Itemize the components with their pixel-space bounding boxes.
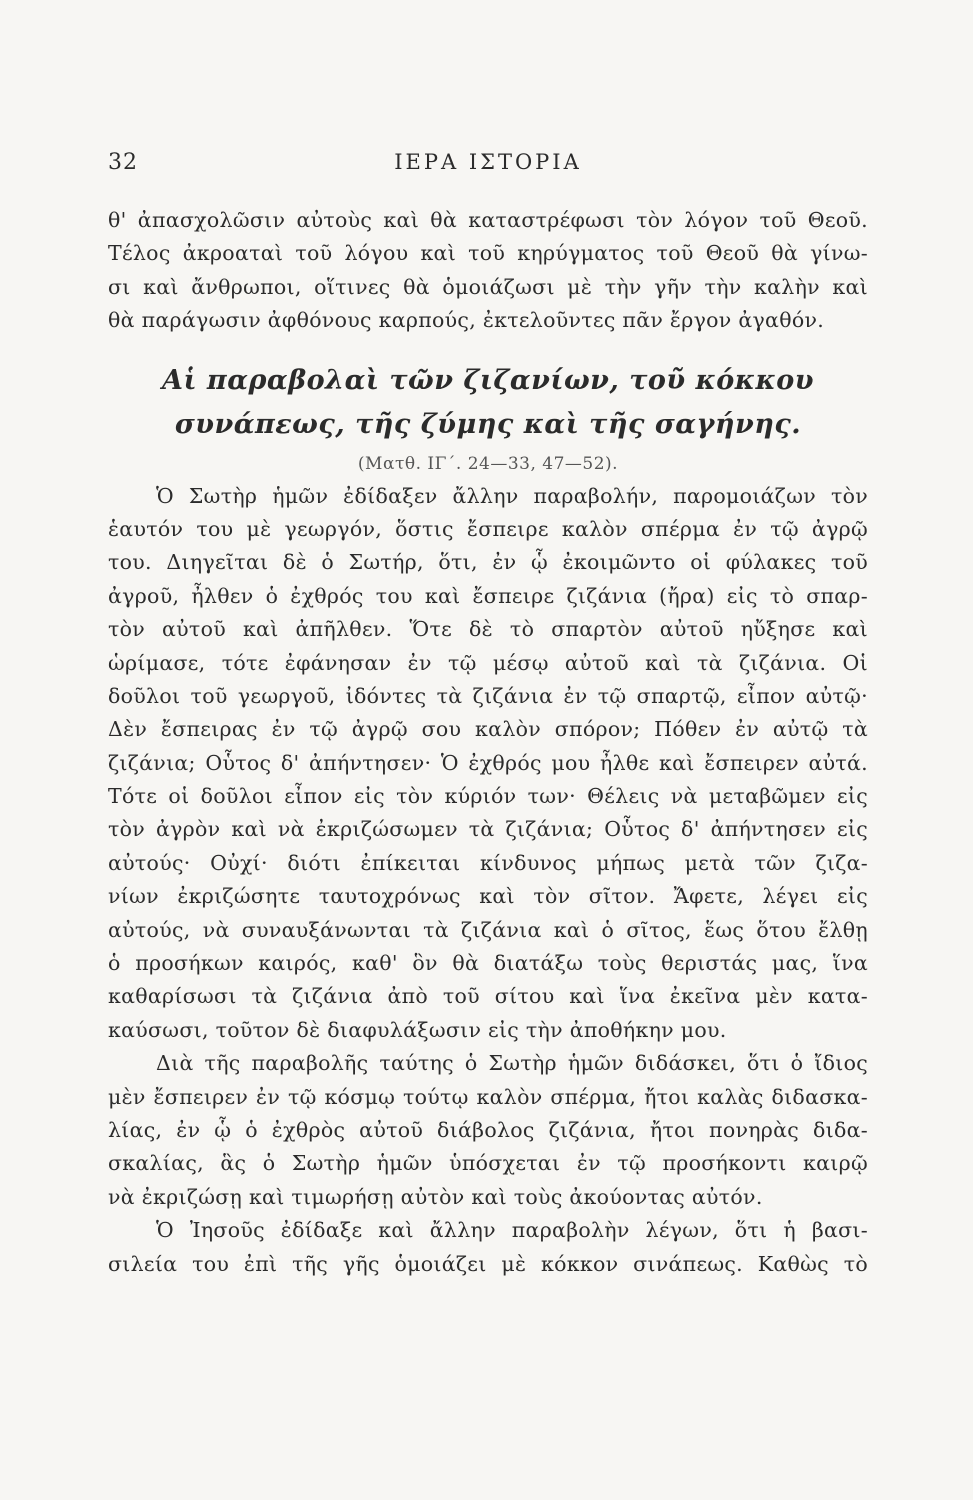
text-line: ἑαυτόν του μὲ γεωργόν, ὅστις ἔσπειρε καλὸν σπέρμα ἐν τῷ ἀγρῷ	[108, 516, 868, 541]
text-line: μὲν ἔσπειρεν ἐν τῷ κόσμῳ τούτῳ καλὸν σπέρμα, ἤτοι καλὰς διδασκα-	[108, 1084, 868, 1109]
text-line: Τότε οἱ δοῦλοι εἶπον εἰς τὸν κύριόν των· Θέλεις νὰ μεταβῶμεν εἰς	[108, 784, 868, 809]
text-line: Τέλος ἀκροαταὶ τοῦ λόγου καὶ τοῦ κηρύγματος τοῦ Θεοῦ θὰ γίνω-	[108, 241, 868, 266]
text-line: σι καὶ ἄνθρωποι, οἵτινες θὰ ὁμοιάζωσι μὲ τὴν γῆν τὴν καλὴν καὶ	[108, 274, 868, 299]
text-line: σιλεία του ἐπὶ τῆς γῆς ὁμοιάζει μὲ κόκκον σινάπεως. Καθὼς τὸ	[108, 1251, 868, 1276]
text-line: Δὲν ἔσπειρας ἐν τῷ ἀγρῷ σου καλὸν σπόρον; Πόθεν ἐν αὐτῷ τὰ	[108, 717, 868, 742]
page-number: 32	[108, 150, 138, 175]
text-line: Διὰ τῆς παραβολῆς ταύτης ὁ Σωτὴρ ἡμῶν διδάσκει, ὅτι ὁ ἴδιος	[156, 1051, 868, 1076]
text-line: τὸν αὐτοῦ καὶ ἀπῆλθεν. Ὅτε δὲ τὸ σπαρτὸν αὐτοῦ ηὔξησε καὶ	[108, 617, 868, 642]
text-line: ζιζάνια; Οὗτος δ' ἀπήντησεν· Ὁ ἐχθρός μου ἦλθε καὶ ἔσπειρεν αὐτά.	[108, 750, 868, 775]
text-line: θ' ἀπασχολῶσιν αὐτοὺς καὶ θὰ καταστρέφωσι τὸν λόγον τοῦ Θεοῦ.	[108, 208, 868, 232]
running-head: ΙΕΡΑ ΙΣΤΟΡΙΑ	[394, 150, 582, 174]
text-line: δοῦλοι τοῦ γεωργοῦ, ἰδόντες τὰ ζιζάνια ἐν τῷ σπαρτῷ, εἶπον αὐτῷ·	[108, 683, 868, 708]
text-line: ὁ προσήκων καιρός, καθ' ὃν θὰ διατάξω τοὺς θεριστάς μας, ἵνα	[108, 951, 868, 976]
text-line: νίων ἐκριζώσητε ταυτοχρόνως καὶ τὸν σῖτον. Ἄφετε, λέγει εἰς	[108, 884, 868, 909]
section-title-continued: συνάπεως, τῆς ζύμης καὶ τῆς σαγήνης.	[174, 408, 802, 440]
section-title: Αἱ παραβολαὶ τῶν ζιζανίων, τοῦ κόκκου	[162, 364, 814, 396]
text-line: σκαλίας, ἃς ὁ Σωτὴρ ἡμῶν ὑπόσχεται ἐν τῷ προσήκοντι καιρῷ	[108, 1151, 868, 1176]
paragraph-explanation	[108, 1047, 868, 1214]
text-line: ὡρίμασε, τότε ἐφάνησαν ἐν τῷ μέσῳ αὐτοῦ καὶ τὰ ζιζάνια. Οἱ	[108, 650, 868, 675]
intro-paragraph	[108, 204, 868, 338]
page-header	[108, 150, 868, 190]
body-text	[108, 204, 868, 1281]
text-line: νὰ ἐκριζώσῃ καὶ τιμωρήσῃ αὐτὸν καὶ τοὺς ἀκούοντας αὐτόν.	[108, 1184, 763, 1209]
text-line: αὐτούς· Οὐχί· διότι ἐπίκειται κίνδυνος μήπως μετὰ τῶν ζιζα-	[108, 850, 868, 875]
scripture-reference: (Ματθ. ΙΓ΄. 24—33, 47—52).	[357, 453, 619, 474]
text-line: ἀγροῦ, ἦλθεν ὁ ἐχθρός του καὶ ἔσπειρε ζιζάνια (ἤρα) εἰς τὸ σπαρ-	[108, 583, 868, 608]
text-line: θὰ παράγωσιν ἀφθόνους καρπούς, ἐκτελοῦντες πᾶν ἔργον ἀγαθόν.	[108, 308, 825, 333]
paragraph-parable	[108, 480, 868, 1048]
text-line: τὸν ἀγρὸν καὶ νὰ ἐκριζώσωμεν τὰ ζιζάνια; Οὗτος δ' ἀπήντησεν εἰς	[108, 817, 868, 842]
text-line: λίας, ἐν ᾧ ὁ ἐχθρὸς αὐτοῦ διάβολος ζιζάνια, ἤτοι πονηρὰς διδα-	[108, 1117, 868, 1142]
text-line: καθαρίσωσι τὰ ζιζάνια ἀπὸ τοῦ σίτου καὶ ἵνα ἐκεῖνα μὲν κατα-	[108, 984, 868, 1009]
text-line: Ὁ Σωτὴρ ἡμῶν ἐδίδαξεν ἄλλην παραβολήν, παρομοιάζων τὸν	[156, 483, 868, 508]
text-line: Ὁ Ἰησοῦς ἐδίδαξε καὶ ἄλλην παραβολὴν λέγων, ὅτι ἡ βασι-	[156, 1218, 868, 1243]
text-line: του. Διηγεῖται δὲ ὁ Σωτήρ, ὅτι, ἐν ᾧ ἐκοιμῶντο οἱ φύλακες τοῦ	[108, 550, 868, 575]
paragraph-mustard-seed	[108, 1214, 868, 1281]
text-line: καύσωσι, τοῦτον δὲ διαφυλάξωσιν εἰς τὴν ἀποθήκην μου.	[108, 1017, 727, 1042]
text-line: αὐτούς, νὰ συναυξάνωνται τὰ ζιζάνια καὶ ὁ σῖτος, ἕως ὅτου ἔλθῃ	[108, 917, 868, 942]
